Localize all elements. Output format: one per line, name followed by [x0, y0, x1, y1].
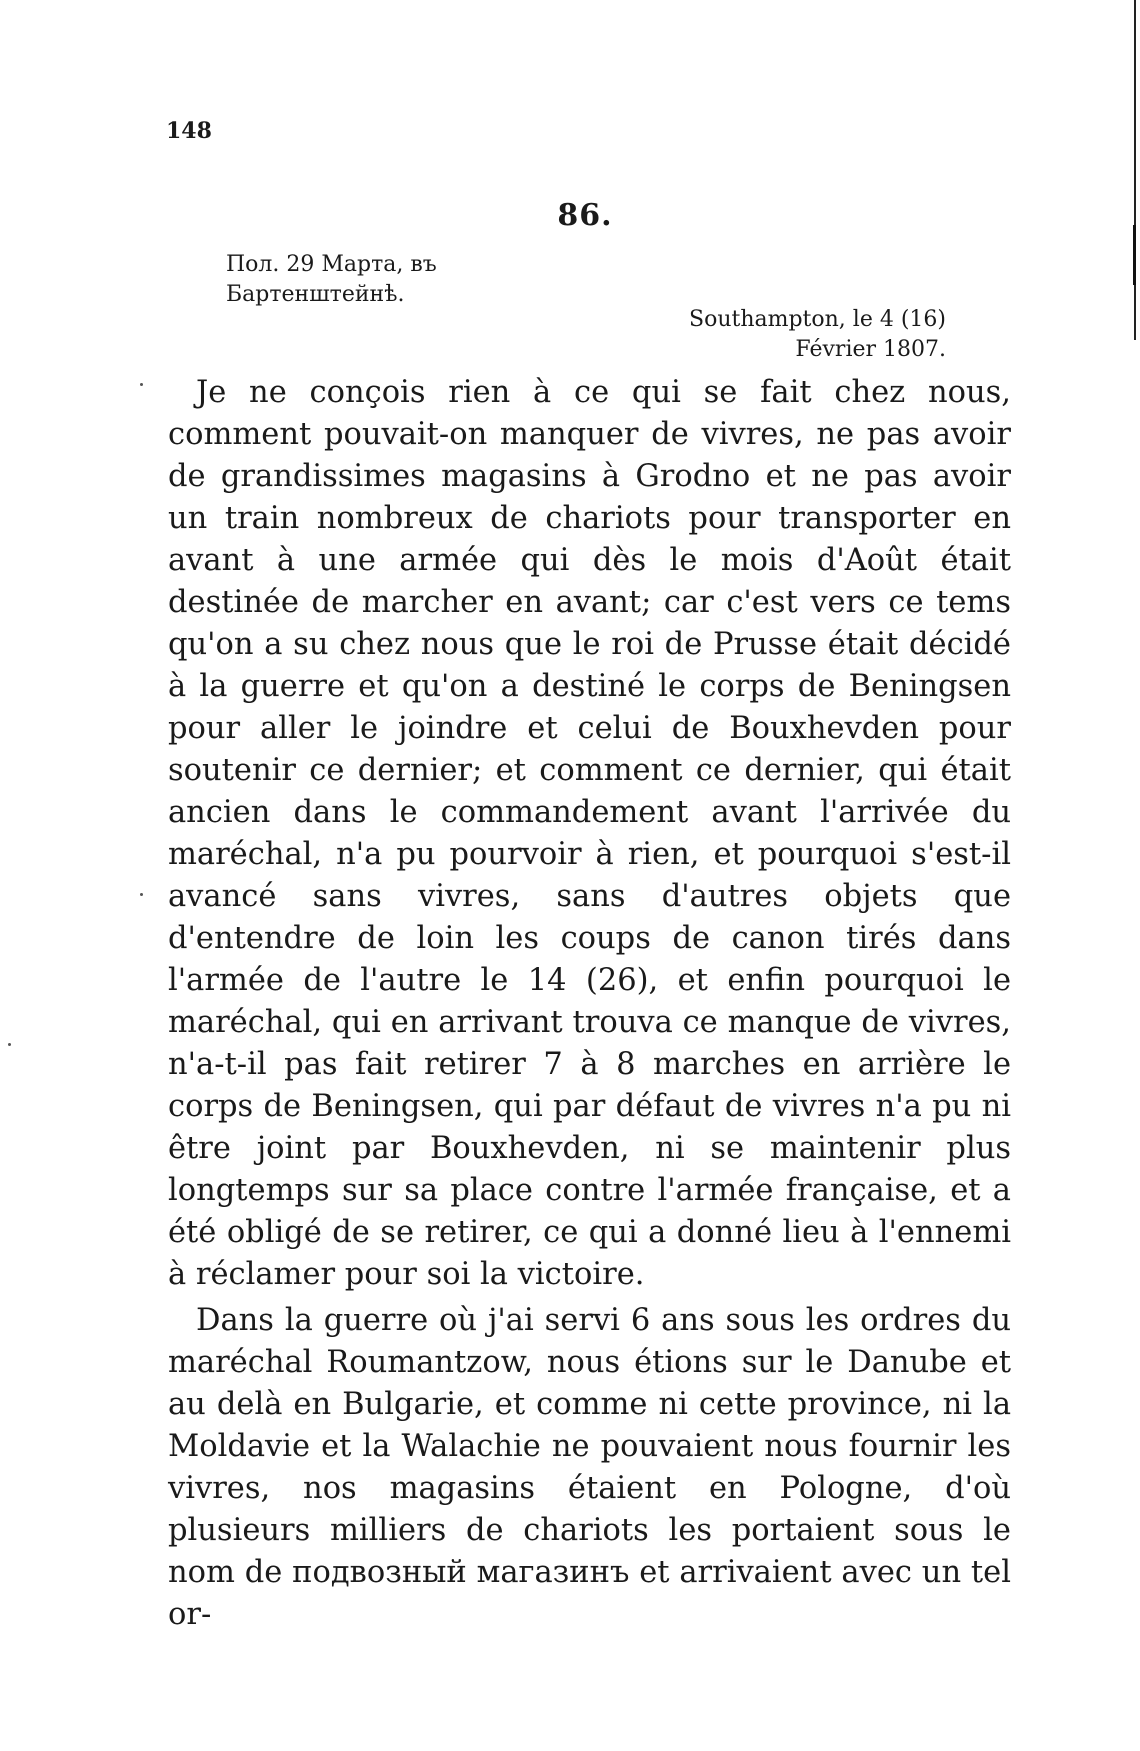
scan-speck	[140, 383, 143, 386]
place-date	[689, 305, 946, 365]
letter-body	[168, 372, 1011, 1636]
letter-number: 86.	[557, 198, 613, 233]
received-note	[226, 250, 437, 310]
received-note-line-1: Пол. 29 Марта, въ	[226, 252, 437, 277]
right-margin-mark	[1133, 225, 1136, 285]
paragraph-2: Dans la guerre où j'ai servi 6 ans sous les ordres du maréchal Roumantzow, nous étions sur le Danube et au delà en Bulgarie, et comme ni cette province, ni la Moldavie et la Walachie ne pouvaient nous fournir les vivres, nos magasins étaient en Pologne, d'où plusieurs milliers de chariots les portaient sous le nom de подвозный магазинъ et arrivaient avec un tel or-	[168, 1303, 1011, 1632]
paragraph-1: Je ne conçois rien à ce qui se fait chez nous, comment pouvait-on manquer de vivres, ne pas avoir de grandissimes magasins à Grodno et ne pas avoir un train nombreux de chariots pour transporter en avant à une armée qui dès le mois d'Août était destinée de marcher en avant; car c'est vers ce tems qu'on a su chez nous que le roi de Prusse était décidé à la guerre et qu'on a destiné le corps de Beningsen pour aller le joindre et celui de Bouxhevden pour soutenir ce dernier; et comment ce dernier, qui était ancien dans le commandement avant l'arrivée du maréchal, n'a pu pourvoir à rien, et pourquoi s'est-il avancé sans vivres, sans d'autres objets que d'entendre de loin les coups de canon tirés dans l'armée de l'autre le 14 (26), et enfin pourquoi le maréchal, qui en arrivant trouva ce manque de vivres, n'a-t-il pas fait retirer 7 à 8 marches en arrière le corps de Beningsen, qui par défaut de vivres n'a pu ni être joint par Bouxhevden, ni se maintenir plus longtemps sur sa place contre l'armée française, et a été obligé de se retirer, ce qui a donné lieu à l'ennemi à réclamer pour soi la victoire.	[168, 375, 1011, 1292]
received-note-line-2: Бартенштейнѣ.	[226, 282, 405, 307]
page-number: 148	[166, 118, 212, 144]
scan-speck	[8, 1043, 11, 1046]
date-line: Février 1807.	[795, 337, 946, 362]
scan-speck	[140, 893, 143, 896]
place-line: Southampton, le 4 (16)	[689, 307, 946, 332]
right-margin-rule	[1134, 0, 1136, 340]
